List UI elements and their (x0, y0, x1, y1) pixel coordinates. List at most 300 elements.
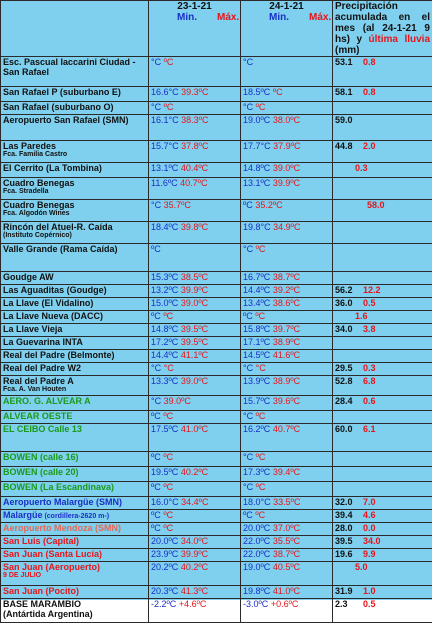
table-row (1, 350, 432, 363)
day1-min: 15.7°C (151, 141, 179, 151)
day2-min: 17.3ºC (243, 467, 270, 477)
day2-max: °C (256, 363, 266, 373)
location-name: El Cerrito (La Tombina) (3, 163, 102, 173)
day1-min: 20.2ºC (151, 562, 178, 572)
day2-temp-cell (241, 452, 333, 467)
location-name: EL CEIBO Calle 13 (3, 424, 82, 434)
max-label: Máx. (217, 12, 239, 23)
day1-min: ºC (151, 452, 161, 462)
day1-min: 13.3ºC (151, 376, 178, 386)
precip-cell (333, 482, 432, 497)
day2-min: 18.5ºC (243, 87, 270, 97)
day1-max: °C (164, 363, 174, 373)
day2-max: 41.0ºC (273, 586, 300, 596)
precip-cell (333, 57, 432, 87)
day1-temp-cell (149, 163, 241, 178)
location-cell (1, 141, 149, 163)
precip-last: 9.9 (363, 549, 376, 559)
precip-last: 4.6 (363, 510, 376, 520)
location-cell (1, 115, 149, 141)
precip-cell (333, 141, 432, 163)
day2-temp-cell (241, 424, 333, 452)
precip-accumulated: 60.0 (335, 424, 363, 434)
location-name: Cuadro Benegas (3, 200, 75, 210)
precip-cell (333, 467, 432, 482)
day2-max: 37.0ºC (273, 523, 300, 533)
day2-min: °C (243, 411, 253, 421)
day1-temp-cell (149, 298, 241, 311)
table-row (1, 222, 432, 244)
precip-accumulated: 34.0 (335, 324, 363, 334)
day2-min: 15.7ºC (243, 396, 270, 406)
day1-max: 39.0ºC (181, 298, 208, 308)
location-sub: (Instituto Copérnico) (3, 232, 146, 240)
precip-accumulated: 32.0 (335, 497, 363, 507)
precip-accumulated: 28.4 (335, 396, 363, 406)
precip-last: 1.6 (335, 311, 368, 321)
day1-min: 17.2ºC (151, 337, 178, 347)
day1-max: 38.3ºC (181, 115, 208, 125)
day2-temp-cell (241, 467, 333, 482)
day2-temp-cell (241, 200, 333, 222)
date2-label: 24-1-21 (243, 1, 330, 12)
precip-last: 0.6 (363, 396, 376, 406)
location-cell (1, 272, 149, 285)
day2-max: 39.6ºC (273, 396, 300, 406)
day1-temp-cell (149, 536, 241, 549)
day2-max: 39.2ºC (273, 285, 300, 295)
day2-temp-cell (241, 102, 333, 115)
table-row (1, 376, 432, 396)
day2-min: °C (243, 363, 253, 373)
location-cell (1, 222, 149, 244)
precip-cell (333, 178, 432, 200)
day2-max: 41.6ºC (273, 350, 300, 360)
day1-max: ºC (163, 452, 173, 462)
location-name: San Rafael P (suburbano E) (3, 87, 121, 97)
location-name: San Rafael (suburbano O) (3, 102, 114, 112)
day2-temp-cell (241, 178, 333, 200)
location-sub: Fca. Familia Castro (3, 151, 146, 159)
precip-accumulated: 28.0 (335, 523, 363, 533)
precip-last: 3.8 (363, 324, 376, 334)
day1-min: 16.1°C (151, 115, 179, 125)
location-cell (1, 523, 149, 536)
location-name: Esc. Pascual Iaccarini Ciudad - San Rafael (3, 57, 136, 77)
table-row (1, 363, 432, 376)
day1-max: 40.2ºC (181, 467, 208, 477)
day1-temp-cell (149, 141, 241, 163)
precip-cell (333, 163, 432, 178)
location-name: Aeropuerto Malargüe (SMN) (3, 497, 122, 507)
day1-min: °C (151, 57, 161, 67)
location-name: Real del Padre A (3, 376, 74, 386)
day2-min: 16.7ºC (243, 272, 270, 282)
day1-temp-cell (149, 482, 241, 497)
location-cell (1, 285, 149, 298)
day1-temp-cell (149, 285, 241, 298)
day1-max: ºC (163, 311, 173, 321)
day2-min: 13.9ºC (243, 376, 270, 386)
day1-temp-cell (149, 324, 241, 337)
max-label-2: Máx. (309, 12, 331, 23)
day1-min: 19.5ºC (151, 467, 178, 477)
precip-cell (333, 244, 432, 272)
day1-min: 13.1ºC (151, 163, 178, 173)
precip-cell (333, 324, 432, 337)
precip-accumulated: 39.5 (335, 536, 363, 546)
day2-max: 38.9ºC (273, 337, 300, 347)
day1-temp-cell (149, 376, 241, 396)
day2-max: ºC (273, 87, 283, 97)
day1-max: ºC (163, 482, 173, 492)
day2-min: ºC (243, 510, 253, 520)
table-row (1, 57, 432, 87)
precip-accumulated: 53.1 (335, 57, 363, 67)
day2-min: °C (243, 244, 253, 254)
precip-cell (333, 536, 432, 549)
precip-accumulated: 36.0 (335, 298, 363, 308)
day1-min: °C (151, 200, 161, 210)
day2-min: °C (243, 102, 253, 112)
day1-min: °C (151, 363, 161, 373)
min-label-2: Min. (269, 12, 289, 23)
day2-min: 19.0ºC (243, 115, 270, 125)
table-row (1, 424, 432, 452)
location-name: Real del Padre W2 (3, 363, 81, 373)
day1-max: 35.7ºC (164, 200, 191, 210)
day1-min: 17.5ºC (151, 424, 178, 434)
day1-max: 41.0ºC (181, 424, 208, 434)
day1-min: 20.0ºC (151, 536, 178, 546)
day1-temp-cell (149, 350, 241, 363)
location-cell (1, 350, 149, 363)
precip-cell (333, 115, 432, 141)
precip-last: 0.5 (363, 599, 376, 609)
precip-cell (333, 497, 432, 510)
precip-cell (333, 102, 432, 115)
day2-temp-cell (241, 222, 333, 244)
precip-cell (333, 376, 432, 396)
precip-cell (333, 599, 432, 623)
day1-max: ºC (163, 411, 173, 421)
location-cell (1, 337, 149, 350)
location-cell (1, 549, 149, 562)
location-cell (1, 178, 149, 200)
day2-max: 34.9ºC (273, 222, 300, 232)
precip-last: 7.0 (363, 497, 376, 507)
table-row (1, 141, 432, 163)
day1-max: 39.9ºC (181, 549, 208, 559)
precip-unit: (mm) (335, 45, 359, 56)
location-name: La Llave Nueva (DACC) (3, 311, 103, 321)
precip-last: 0.8 (363, 87, 376, 97)
location-cell (1, 599, 149, 623)
day2-max: 35.2ºC (255, 200, 282, 210)
day1-max: ºC (163, 523, 173, 533)
day1-temp-cell (149, 272, 241, 285)
location-cell (1, 536, 149, 549)
precip-last: 0.8 (363, 57, 376, 67)
day2-temp-cell (241, 115, 333, 141)
day1-min: 16.0°C (151, 497, 179, 507)
precip-accumulated: 31.9 (335, 586, 363, 596)
day1-temp-cell (149, 523, 241, 536)
day2-min: 19.8ºC (243, 586, 270, 596)
precip-cell (333, 350, 432, 363)
precip-last: 58.0 (335, 200, 385, 210)
day2-min: °C (243, 482, 253, 492)
precip-last: 0.0 (363, 523, 376, 533)
location-name: AERO. G. ALVEAR A (3, 396, 91, 406)
location-sub: 9 DE JULIO (3, 572, 146, 580)
day2-max: ºC (256, 411, 266, 421)
precip-accumulated: 59.0 (335, 115, 363, 125)
location-name: BOWEN (calle 20) (3, 467, 79, 477)
day1-min: ºC (151, 411, 161, 421)
day1-max: 39.9ºC (181, 285, 208, 295)
table-row (1, 536, 432, 549)
location-cell (1, 396, 149, 411)
precip-cell (333, 311, 432, 324)
location-cell (1, 482, 149, 497)
location-cell (1, 163, 149, 178)
day1-min: 18.4ºC (151, 222, 178, 232)
day2-min: 13.1ºC (243, 178, 270, 188)
day1-min: 15.3ºC (151, 272, 178, 282)
day1-min: ºC (151, 482, 161, 492)
header-location-cell (1, 1, 149, 57)
day2-temp-cell (241, 510, 333, 523)
table-row (1, 298, 432, 311)
day1-max: 39.5ºC (181, 337, 208, 347)
precip-last: 6.1 (363, 424, 376, 434)
table-row (1, 311, 432, 324)
day2-temp-cell (241, 536, 333, 549)
location-name: La Llave (El Vidalino) (3, 298, 93, 308)
table-row (1, 272, 432, 285)
day2-min: 22.0ºC (243, 549, 270, 559)
day2-min: 13.4ºC (243, 298, 270, 308)
day1-max: 34.0ºC (181, 536, 208, 546)
table-row (1, 115, 432, 141)
day2-max: 38.0ºC (273, 115, 300, 125)
table-row (1, 337, 432, 350)
day2-temp-cell (241, 337, 333, 350)
day1-temp-cell (149, 178, 241, 200)
day1-min: 23.9ºC (151, 549, 178, 559)
location-name: Valle Grande (Rama Caída) (3, 244, 118, 254)
day1-min: 14.4ºC (151, 350, 178, 360)
day1-temp-cell (149, 200, 241, 222)
day1-temp-cell (149, 57, 241, 87)
day2-temp-cell (241, 599, 333, 623)
day2-min: 17.7°C (243, 141, 271, 151)
table-row (1, 562, 432, 586)
location-cell (1, 244, 149, 272)
precip-last: 1.0 (363, 586, 376, 596)
location-name: BOWEN (calle 16) (3, 452, 79, 462)
precip-last: 12.2 (363, 285, 381, 295)
precip-accumulated: 2.3 (335, 599, 363, 609)
day2-min: 17.1ºC (243, 337, 270, 347)
day2-temp-cell (241, 350, 333, 363)
day2-max: ºC (256, 244, 266, 254)
location-name: San Juan (Pocito) (3, 586, 79, 596)
location-cell (1, 424, 149, 452)
day2-max: 38.6ºC (273, 298, 300, 308)
day2-max: 33.5ºC (273, 497, 300, 507)
day1-temp-cell (149, 337, 241, 350)
precip-last: 2.0 (363, 141, 376, 151)
day2-min: 14.5ºC (243, 350, 270, 360)
day2-min: °C (243, 57, 253, 67)
precip-last: 6.8 (363, 376, 376, 386)
precip-cell (333, 424, 432, 452)
day1-max: 34.4ºC (181, 497, 208, 507)
day2-temp-cell (241, 549, 333, 562)
location-sub: Fca. Stradella (3, 188, 146, 196)
precip-cell (333, 411, 432, 424)
day2-max: +0.6ºC (271, 599, 299, 609)
day2-max: ºC (255, 311, 265, 321)
table-row (1, 523, 432, 536)
location-cell (1, 586, 149, 599)
day2-temp-cell (241, 163, 333, 178)
location-cell (1, 467, 149, 482)
day1-temp-cell (149, 452, 241, 467)
table-row (1, 482, 432, 497)
day2-temp-cell (241, 298, 333, 311)
location-cell (1, 311, 149, 324)
day2-max: ºC (255, 510, 265, 520)
day1-min: -2.2ºC (151, 599, 176, 609)
day2-temp-cell (241, 244, 333, 272)
day2-min: 19.8°C (243, 222, 271, 232)
location-name: ALVEAR OESTE (3, 411, 72, 421)
precip-last: 0.3 (335, 163, 368, 173)
day2-temp-cell (241, 396, 333, 411)
day1-temp-cell (149, 562, 241, 586)
precip-accumulated: 56.2 (335, 285, 363, 295)
day2-min: 20.0ºC (243, 523, 270, 533)
day1-min: 13.2ºC (151, 285, 178, 295)
table-row (1, 497, 432, 510)
table-row (1, 467, 432, 482)
day1-max: 38.5ºC (181, 272, 208, 282)
precip-last: 0.3 (363, 363, 376, 373)
table-row (1, 586, 432, 599)
day2-temp-cell (241, 311, 333, 324)
day1-max: +4.6ºC (179, 599, 207, 609)
precip-cell (333, 452, 432, 467)
location-name: Real del Padre (Belmonte) (3, 350, 115, 360)
day2-temp-cell (241, 562, 333, 586)
day2-min: -3.0ºC (243, 599, 268, 609)
location-name: Cuadro Benegas (3, 178, 75, 188)
day2-max: 38.7ºC (273, 549, 300, 559)
table-row (1, 87, 432, 102)
day1-max: 41.3ºC (181, 586, 208, 596)
day1-temp-cell (149, 497, 241, 510)
day1-min: ºC (151, 510, 161, 520)
location-cell (1, 452, 149, 467)
header-date2-cell (241, 1, 333, 57)
location-cell (1, 87, 149, 102)
day1-max: 39.0ºC (181, 376, 208, 386)
table-row (1, 163, 432, 178)
precip-last: 5.0 (335, 562, 368, 572)
location-name: Las Paredes (3, 141, 56, 151)
day2-min: 14.8ºC (243, 163, 270, 173)
day1-max: 40.7ºC (180, 178, 207, 188)
day2-min: 19.0ºC (243, 562, 270, 572)
day1-max: 39.0ºC (164, 396, 191, 406)
day1-temp-cell (149, 311, 241, 324)
day2-temp-cell (241, 285, 333, 298)
table-row (1, 102, 432, 115)
day2-temp-cell (241, 376, 333, 396)
header-date1-cell (149, 1, 241, 57)
table-row (1, 178, 432, 200)
location-cell (1, 102, 149, 115)
day2-min: 16.2ºC (243, 424, 270, 434)
precip-label: Precipitación acumulada en el mes (al 24-1-21 9 hs) y (335, 1, 430, 45)
day2-max: 39.9ºC (273, 178, 300, 188)
day2-max: 39.7ºC (273, 324, 300, 334)
location-name: Malargüe (3, 510, 43, 520)
table-row (1, 599, 432, 623)
precip-cell (333, 562, 432, 586)
day2-max: 39.0ºC (273, 163, 300, 173)
table-row (1, 200, 432, 222)
location-name: San Juan (Santa Lucía) (3, 549, 102, 559)
day1-max: 41.1ºC (181, 350, 208, 360)
location-cell (1, 57, 149, 87)
location-name: Goudge AW (3, 272, 54, 282)
location-sub: (Antártida Argentina) (3, 609, 146, 619)
day1-min: 15.0ºC (151, 298, 178, 308)
location-name: BASE MARAMBIO (3, 599, 81, 609)
precip-cell (333, 222, 432, 244)
location-name: Rincón del Atuel-R. Caída (3, 222, 113, 232)
day1-temp-cell (149, 244, 241, 272)
day2-temp-cell (241, 523, 333, 536)
day1-temp-cell (149, 599, 241, 623)
location-name: BOWEN (La Escandinava) (3, 482, 114, 492)
day2-max: 39.4ºC (273, 467, 300, 477)
day1-temp-cell (149, 363, 241, 376)
precip-cell (333, 396, 432, 411)
day1-min: ºC (151, 523, 161, 533)
day2-max: ºC (256, 482, 266, 492)
day2-temp-cell (241, 57, 333, 87)
day2-temp-cell (241, 411, 333, 424)
day1-min: °C (151, 396, 161, 406)
day1-max: 40.4ºC (181, 163, 208, 173)
day2-temp-cell (241, 324, 333, 337)
location-cell (1, 376, 149, 396)
location-sub: (cordillera-2620 m-) (43, 513, 110, 520)
table-row (1, 510, 432, 523)
min-label: Min. (177, 12, 197, 23)
location-name: La Llave Vieja (3, 324, 62, 334)
precip-cell (333, 510, 432, 523)
precip-cell (333, 363, 432, 376)
precip-cell (333, 87, 432, 102)
table-row (1, 549, 432, 562)
precip-accumulated: 39.4 (335, 510, 363, 520)
